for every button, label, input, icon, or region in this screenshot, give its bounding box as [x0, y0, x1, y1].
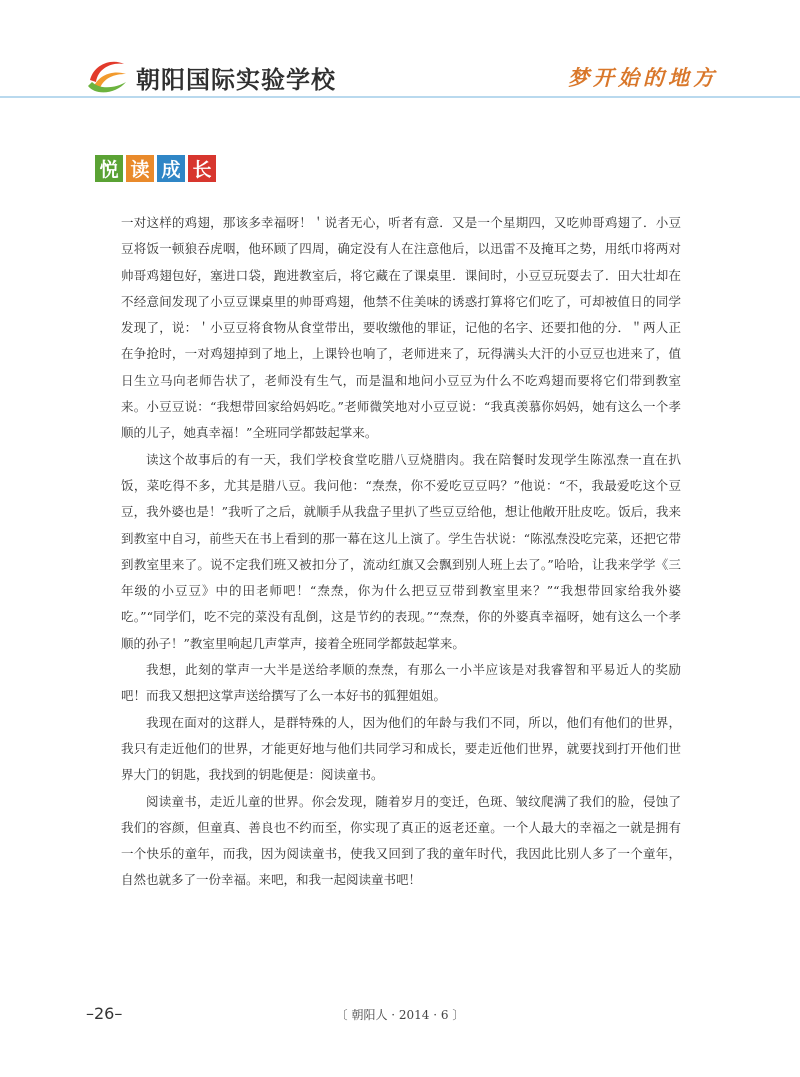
- magazine-footer: 〔 朝阳人 · 2014 · 6 〕: [335, 1008, 465, 1022]
- article-paragraph: 阅读童书，走近儿童的世界。你会发现，随着岁月的变迁，色斑、皱纹爬满了我们的脸，侵蚀了我们的容颜，但童真、善良也不约而至，你实现了真正的返老还童。一个人最大的幸福之一就是拥有一个快乐的童年，而我，因为阅读童书，使我又回到了我的童年时代，我因此比别人多了一个童年，自然也就多了一份幸福。来吧，和我一起阅读童书吧！: [121, 793, 681, 888]
- section-title-char: 成: [157, 155, 185, 182]
- article-paragraph: 我现在面对的这群人，是群特殊的人，因为他们的年龄与我们不同，所以，他们有他们的世界，我只有走近他们的世界，才能更好地与他们共同学习和成长，要走近他们世界，就要找到打开他们世界大门的钥匙，我找到的钥匙便是：阅读童书。: [121, 714, 681, 783]
- school-logo-icon: [86, 56, 130, 94]
- section-title-char: 长: [188, 155, 216, 182]
- school-name: 朝阳国际实验学校: [136, 66, 336, 94]
- page-header: [0, 0, 800, 100]
- article-paragraph: 我想，此刻的掌声一大半是送给孝顺的焘焘，有那么一小半应该是对我睿智和平易近人的奖励吧！而我又想把这掌声送给撰写了么一本好书的狐狸姐姐。: [121, 662, 681, 704]
- page-number: –26–: [86, 1004, 123, 1023]
- header-divider: [0, 96, 800, 98]
- article-body: [121, 210, 681, 894]
- article-paragraph: 读这个故事后的有一天，我们学校食堂吃腊八豆烧腊肉。我在陪餐时发现学生陈泓焘一直在扒饭，菜吃得不多，尤其是腊八豆。我问他：“焘焘，你不爱吃豆豆吗？”他说：“不，我最爱吃这个豆豆，我外婆也是！”我听了之后，就顺手从我盘子里扒了些豆豆给他，想让他敞开肚皮吃。饭后，我来到教室中自习，前些天在书上看到的那一幕在这儿上演了。学生告状说：“陈泓焘没吃完菜，还把它带到教室里来了。说不定我们班又被扣分了，流动红旗又会飘到别人班上去了。”哈哈，让我来学学《三年级的小豆豆》中的田老师吧！“焘焘，你为什么把豆豆带到教室里来？”“我想带回家给我外婆吃。”“同学们，吃不完的菜没有乱倒，这是节约的表现。”“焘焘，你的外婆真幸福呀，她有这么一个孝顺的孙子！”教室里响起几声掌声，接着全班同学都鼓起掌来。: [121, 451, 681, 651]
- slogan: 梦开始的地方: [568, 66, 718, 90]
- article-paragraph: 一对这样的鸡翅，那该多幸福呀！＇说者无心，听者有意．又是一个星期四，又吃帅哥鸡翅了．小豆豆将饭一顿狼吞虎咽，他环顾了四周，确定没有人在注意他后，以迅雷不及掩耳之势，用纸巾将两对帅哥鸡翅包好，塞进口袋，跑进教室后，将它藏在了课桌里．课间时，小豆豆玩耍去了．田大壮却在不经意间发现了小豆豆课桌里的帅哥鸡翅，他禁不住美味的诱惑打算将它们吃了，可却被值日的同学发现了，说：＇小豆豆将食物从食堂带出，要收缴他的罪证，记他的名字、还要扣他的分．＂两人正在争抢时，一对鸡翅掉到了地上，上课铃也响了，老师进来了，玩得满头大汗的小豆豆也进来了，值日生立马向老师告状了，老师没有生气，而是温和地问小豆豆为什么不吃鸡翅而要将它们带到教室来。小豆豆说：“我想带回家给妈妈吃。”老师微笑地对小豆豆说：“我真羡慕你妈妈，她有这么一个孝顺的儿子，她真幸福！”全班同学都鼓起掌来。: [121, 215, 681, 441]
- section-title-char: 悦: [95, 155, 123, 182]
- section-title: [95, 155, 216, 182]
- section-title-char: 读: [126, 155, 154, 182]
